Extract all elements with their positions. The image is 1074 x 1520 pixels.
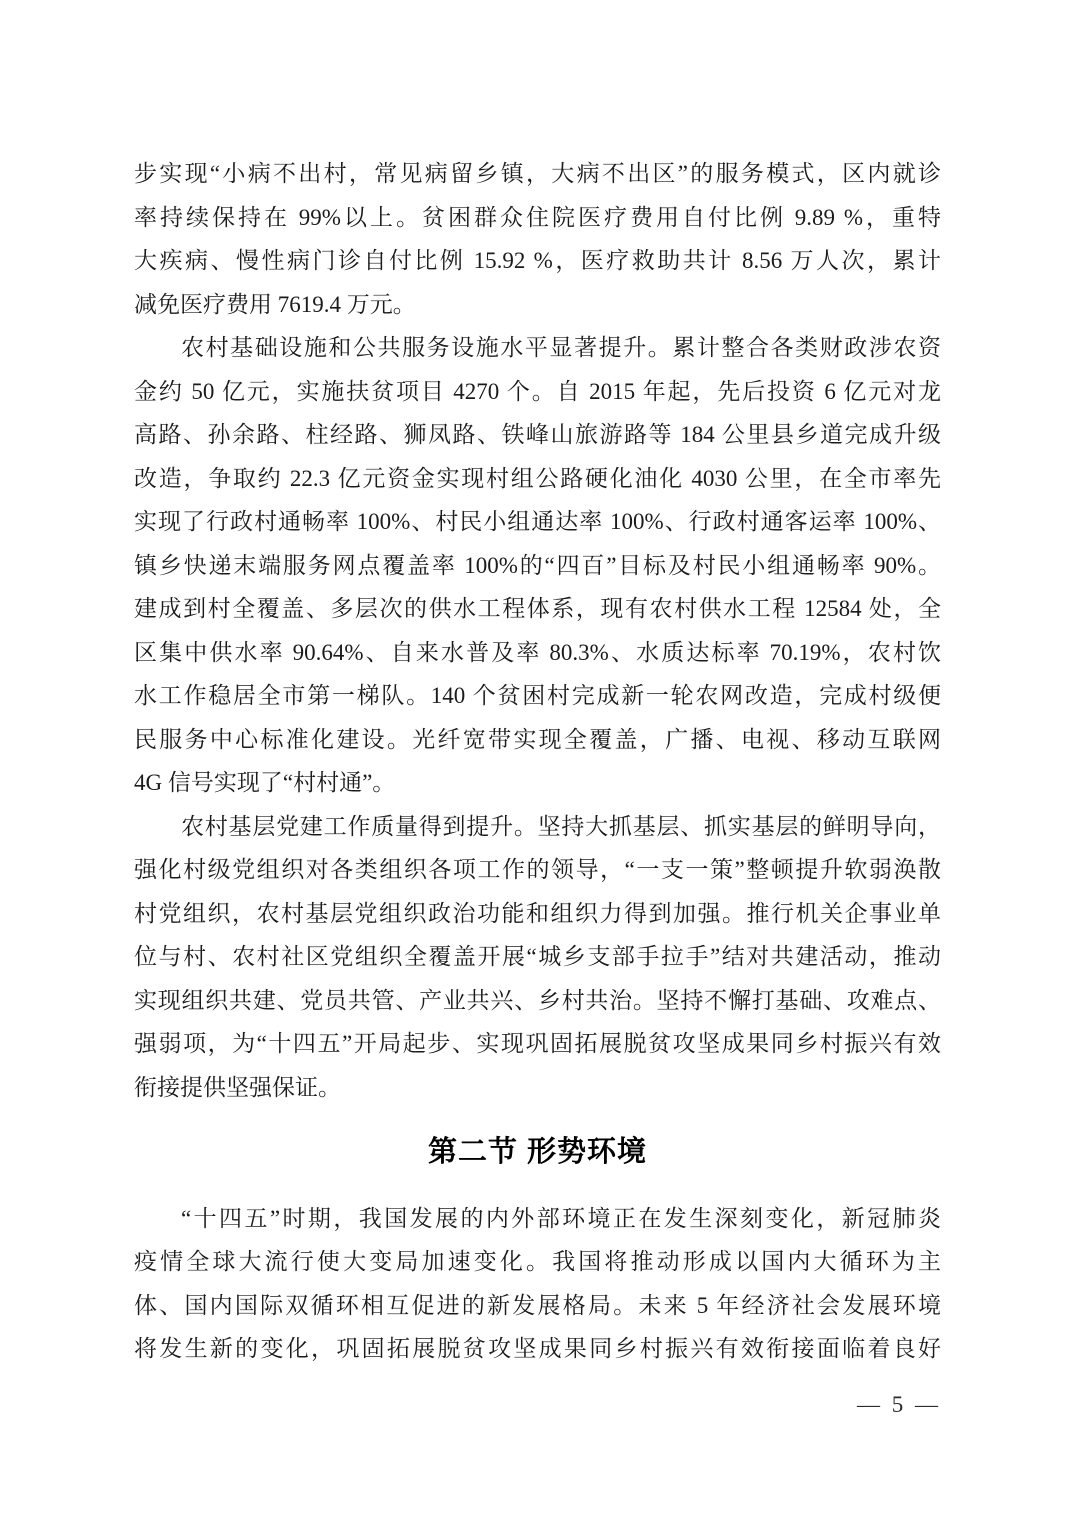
paragraph — [134, 1197, 941, 1371]
paragraph-line: 大疾病、慢性病门诊自付比例 15.92 %，医疗救助共计 8.56 万人次，累计 — [134, 248, 941, 273]
paragraph-line: 4G 信号实现了“村村通”。 — [134, 770, 396, 795]
paragraph-line: 镇乡快递末端服务网点覆盖率 100%的“四百”目标及村民小组通畅率 90%。 — [134, 552, 941, 578]
paragraph — [134, 152, 941, 326]
paragraph-line: 实现了行政村通畅率 100%、村民小组通达率 100%、行政村通客运率 100%、 — [134, 509, 941, 534]
paragraph-line: 强弱项，为“十四五”开局起步、实现巩固拓展脱贫攻坚成果同乡村振兴有效 — [134, 1031, 941, 1056]
paragraph-line: 水工作稳居全市第一梯队。140 个贫困村完成新一轮农网改造，完成村级便 — [134, 683, 941, 708]
paragraph-line: 农村基础设施和公共服务设施水平显著提升。累计整合各类财政涉农资 — [181, 335, 941, 360]
paragraph-line: 民服务中心标准化建设。光纤宽带实现全覆盖，广播、电视、移动互联网 — [134, 726, 941, 752]
paragraph-line: 改造，争取约 22.3 亿元资金实现村组公路硬化油化 4030 公里，在全市率先 — [134, 465, 941, 491]
paragraph-line: 步实现“小病不出村，常见病留乡镇，大病不出区”的服务模式，区内就诊 — [134, 161, 941, 186]
paragraph-line: “十四五”时期，我国发展的内外部环境正在发生深刻变化，新冠肺炎 — [181, 1205, 941, 1231]
paragraph-line: 体、国内国际双循环相互促进的新发展格局。未来 5 年经济社会发展环境 — [134, 1292, 941, 1318]
page-number: — 5 — — [857, 1392, 941, 1417]
paragraph-line: 将发生新的变化，巩固拓展脱贫攻坚成果同乡村振兴有效衔接面临着良好 — [134, 1336, 941, 1361]
paragraph-line: 强化村级党组织对各类组织各项工作的领导，“一支一策”整顿提升软弱涣散 — [134, 857, 941, 882]
paragraph-line: 实现组织共建、党员共管、产业共兴、乡村共治。坚持不懈打基础、攻难点、 — [134, 987, 941, 1013]
paragraph-line: 率持续保持在 99%以上。贫困群众住院医疗费用自付比例 9.89 %，重特 — [134, 204, 941, 230]
paragraph-line: 高路、孙余路、柱经路、狮凤路、铁峰山旅游路等 184 公里县乡道完成升级 — [134, 422, 941, 447]
paragraph-line: 村党组织，农村基层党组织政治功能和组织力得到加强。推行机关企事业单 — [134, 900, 941, 926]
document-body — [134, 152, 941, 1371]
paragraph-line: 建成到村全覆盖、多层次的供水工程体系，现有农村供水工程 12584 处，全 — [134, 596, 941, 621]
section-heading: 第二节 形势环境 — [427, 1136, 648, 1168]
paragraph — [134, 326, 941, 805]
paragraph-line: 农村基层党建工作质量得到提升。坚持大抓基层、抓实基层的鲜明导向， — [181, 813, 941, 839]
paragraph — [134, 805, 941, 1110]
paragraph-line: 疫情全球大流行使大变局加速变化。我国将推动形成以国内大循环为主 — [134, 1249, 941, 1274]
paragraph-line: 区集中供水率 90.64%、自来水普及率 80.3%、水质达标率 70.19%，农村饮 — [134, 639, 941, 665]
paragraph-line: 位与村、农村社区党组织全覆盖开展“城乡支部手拉手”结对共建活动，推动 — [134, 944, 941, 969]
paragraph-line: 减免医疗费用 7619.4 万元。 — [134, 291, 416, 317]
paragraph-line: 金约 50 亿元，实施扶贫项目 4270 个。自 2015 年起，先后投资 6 亿元对龙 — [134, 378, 941, 404]
paragraph-line: 衔接提供坚强保证。 — [134, 1074, 341, 1100]
